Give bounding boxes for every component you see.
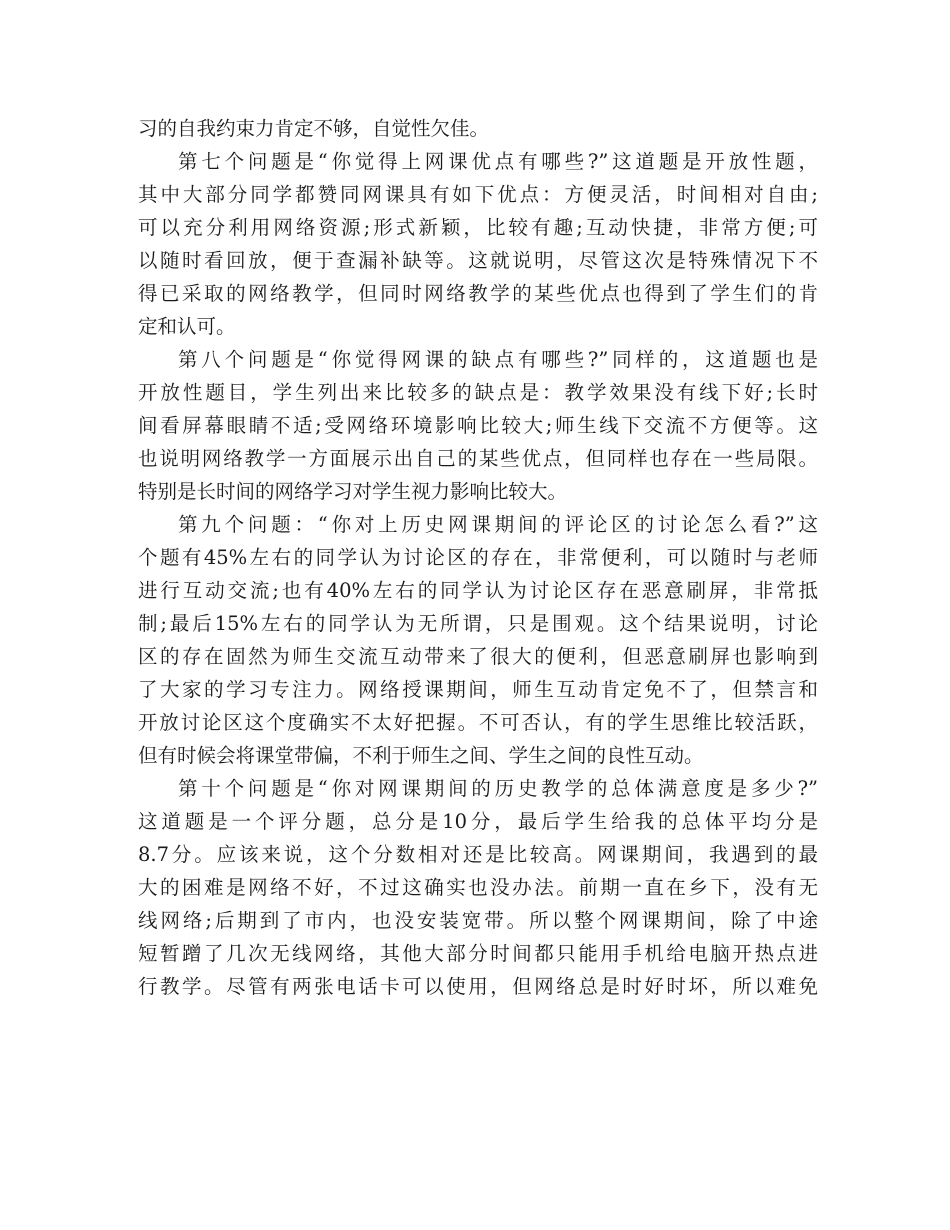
text-line: 得已采取的网络教学，但同时网络教学的某些优点也得到了学生们的肯 <box>138 282 818 305</box>
text-line: 间看屏幕眼睛不适;受网络环境影响比较大;师生线下交流不方便等。这 <box>138 414 818 437</box>
text-line: 短暂蹭了几次无线网络，其他大部分时间都只能用手机给电脑开热点进 <box>138 942 818 965</box>
text-line: 特别是长时间的网络学习对学生视力影响比较大。 <box>138 480 568 503</box>
text-line: 其中大部分同学都赞同网课具有如下优点：方便灵活，时间相对自由; <box>138 183 818 206</box>
text-line: 制;最后15%左右的同学认为无所谓，只是围观。这个结果说明，讨论 <box>138 612 818 635</box>
text-line: 定和认可。 <box>138 315 236 338</box>
text-line: 了大家的学习专注力。网络授课期间，师生互动肯定免不了，但禁言和 <box>138 678 818 701</box>
text-line: 但有时候会将课堂带偏，不利于师生之间、学生之间的良性互动。 <box>138 744 704 767</box>
text-line: 这道题是一个评分题，总分是10分，最后学生给我的总体平均分是 <box>138 810 818 833</box>
text-line: 进行互动交流;也有40%左右的同学认为讨论区存在恶意刷屏，非常抵 <box>138 579 818 602</box>
text-line: 个题有45%左右的同学认为讨论区的存在，非常便利，可以随时与老师 <box>138 546 818 569</box>
body-text <box>138 112 818 1003</box>
text-line: 区的存在固然为师生交流互动带来了很大的便利，但恶意刷屏也影响到 <box>138 645 818 668</box>
text-line: 习的自我约束力肯定不够，自觉性欠佳。 <box>138 117 490 140</box>
text-line: 第十个问题是“你对网课期间的历史教学的总体满意度是多少?” <box>178 777 818 800</box>
text-line: 第七个问题是“你觉得上网课优点有哪些?”这道题是开放性题， <box>178 150 818 173</box>
text-line: 以随时看回放，便于查漏补缺等。这就说明，尽管这次是特殊情况下不 <box>138 249 818 272</box>
text-line: 第九个问题：“你对上历史网课期间的评论区的讨论怎么看?”这 <box>178 513 818 536</box>
text-line: 也说明网络教学一方面展示出自己的某些优点，但同样也存在一些局限。 <box>138 447 818 470</box>
text-line: 8.7分。应该来说，这个分数相对还是比较高。网课期间，我遇到的最 <box>138 843 818 866</box>
text-line: 第八个问题是“你觉得网课的缺点有哪些?”同样的，这道题也是 <box>178 348 818 371</box>
text-line: 线网络;后期到了市内，也没安装宽带。所以整个网课期间，除了中途 <box>138 909 818 932</box>
text-line: 大的困难是网络不好，不过这确实也没办法。前期一直在乡下，没有无 <box>138 876 818 899</box>
text-line: 开放讨论区这个度确实不太好把握。不可否认，有的学生思维比较活跃， <box>138 711 818 734</box>
text-line: 可以充分利用网络资源;形式新颖，比较有趣;互动快捷，非常方便;可 <box>138 216 818 239</box>
text-line: 行教学。尽管有两张电话卡可以使用，但网络总是时好时坏，所以难免 <box>138 975 818 998</box>
text-line: 开放性题目，学生列出来比较多的缺点是：教学效果没有线下好;长时 <box>138 381 818 404</box>
